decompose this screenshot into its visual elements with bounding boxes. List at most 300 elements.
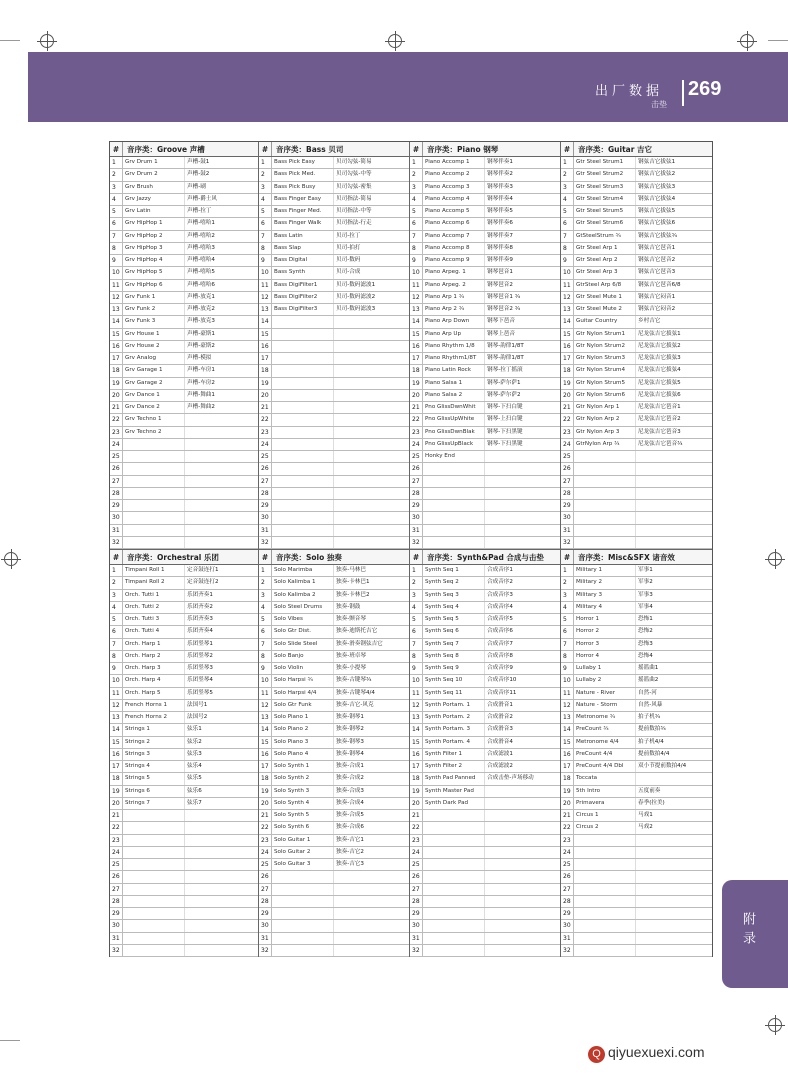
pattern-name-zh: 弦乐6 [187,787,202,794]
row-number: 11 [110,688,123,699]
pattern-name-en: Solo Slide Steel [272,639,334,650]
pattern-name-en: Piano Arp Up [423,329,485,340]
pattern-name-zh: 钢琴下琶音 [487,318,515,325]
table-row [410,243,560,255]
row-number: 14 [410,724,423,735]
pattern-name-zh [185,933,258,944]
row-number: 21 [259,810,272,821]
table-row [110,255,258,267]
table-row [410,402,560,414]
pattern-name-zh [334,488,409,499]
pattern-name-zh: 提前数拍4/4 [638,750,670,757]
row-number: 23 [561,427,574,438]
table-row [110,920,258,932]
pattern-name-en: Gtr Steel Mute 1 [574,292,636,303]
pattern-name-zh: 军事4 [638,603,653,610]
pattern-name-en: GtrNylon Arp ¾ [574,439,636,450]
table-row [110,663,258,675]
table-row [410,602,560,614]
page-subtitle: 击垫 [651,100,667,109]
pattern-name-en: Gtr Nylon Strum2 [574,341,636,352]
row-number: 9 [410,255,423,266]
row-number: 20 [561,798,574,809]
table-row [259,614,409,626]
row-number: 2 [259,169,272,180]
pattern-name-zh [485,500,560,511]
table-row [259,908,409,920]
pattern-name-zh: 定音鼓连打1 [187,567,219,573]
row-number: 28 [259,488,272,499]
pattern-name-zh: 合成滑音3 [487,726,513,733]
pattern-name-en [574,476,636,487]
pattern-name-en: Grv HipHop 4 [123,255,185,266]
row-number: 24 [561,439,574,450]
pattern-name-en: Synth Pad Panned [423,773,485,784]
row-number: 21 [259,402,272,413]
pattern-name-en [272,353,334,364]
pattern-name-en: Solo Piano 1 [272,712,334,723]
table-row [561,651,712,663]
table-row [561,822,712,834]
registration-mark-icon [4,552,18,566]
row-number: 32 [110,945,123,956]
table-row [259,304,409,316]
table-row [110,378,258,390]
row-number: 5 [561,206,574,217]
table-row [410,724,560,736]
pattern-name-en: Nature - Storm [574,700,636,711]
crop-mark [0,1040,20,1041]
pattern-name-zh: 独奏-合成4 [336,799,364,806]
pattern-name-zh: 乡村吉它 [638,318,661,325]
pattern-name-zh [636,512,712,523]
pattern-name-zh: 独奏-班卓琴 [336,652,366,659]
pattern-name-en: Strings 2 [123,737,185,748]
pattern-name-zh: 独奏-小提琴 [336,665,366,671]
row-number: 19 [561,378,574,389]
pattern-name-en: Grv Drum 2 [123,169,185,180]
table-row [259,602,409,614]
pattern-name-zh [485,835,560,846]
table-row [259,639,409,651]
row-number: 21 [561,402,574,413]
row-number: 26 [259,871,272,882]
pattern-name-en: Gtr Nylon Strum1 [574,329,636,340]
table-row [561,602,712,614]
row-number: 25 [259,859,272,870]
pattern-name-en: Grv Dance 2 [123,402,185,413]
table-row [561,614,712,626]
row-number: 20 [110,390,123,401]
pattern-name-zh [185,884,258,895]
pattern-name-en: Piano Accomp 9 [423,255,485,266]
pattern-name-en [123,537,185,548]
pattern-name-zh [185,871,258,882]
pattern-name-zh [485,476,560,487]
pattern-name-zh: 钢琴伴奏9 [487,257,513,263]
pattern-name-zh: 独奏-合成2 [336,775,364,782]
pattern-name-en [123,476,185,487]
row-number: 1 [410,565,423,576]
pattern-name-zh [185,537,258,548]
pattern-name-en: PreCount 4/4 Dbl [574,761,636,772]
pattern-name-en: Metronome ¾ [574,712,636,723]
table-row [259,537,409,549]
panel-header [259,142,409,157]
pattern-name-zh: 钢琴伴奏2 [487,171,513,178]
pattern-name-en [423,810,485,821]
pattern-name-en: Timpani Roll 2 [123,577,185,588]
pattern-name-en: Orch. Harp 2 [123,651,185,662]
column-header-number: # [410,142,423,156]
table-row [259,218,409,230]
pattern-name-en: Orch. Tutti 4 [123,626,185,637]
pattern-name-en: Bass Finger Walk [272,218,334,229]
row-number: 1 [561,565,574,576]
pattern-name-zh [485,537,560,548]
pattern-name-zh [185,439,258,450]
pattern-name-en: Strings 5 [123,773,185,784]
pattern-name-zh: 贝司指法-简易 [336,195,372,202]
pattern-name-en [574,896,636,907]
table-row [561,267,712,279]
row-number: 24 [110,847,123,858]
row-number: 4 [410,602,423,613]
pattern-name-zh: 乐团齐奏2 [187,603,213,610]
pattern-name-zh: 乐团齐奏4 [187,628,213,635]
pattern-name-zh: 春季(拉美) [638,799,665,806]
table-row [561,773,712,785]
pattern-name-en: Primavera [574,798,636,809]
row-number: 27 [110,476,123,487]
pattern-name-zh: 弦乐1 [187,726,202,733]
row-number: 11 [410,688,423,699]
row-number: 23 [110,427,123,438]
pattern-name-zh [334,341,409,352]
row-number: 9 [410,663,423,674]
row-number: 22 [259,822,272,833]
pattern-name-zh: 定音鼓连打2 [187,579,219,586]
table-row [259,353,409,365]
row-number: 29 [410,500,423,511]
row-number: 4 [259,194,272,205]
pattern-name-zh [485,847,560,858]
pattern-name-zh: 合成滑音4 [487,738,513,745]
table-row [259,920,409,932]
row-number: 21 [110,810,123,821]
pattern-name-en [123,896,185,907]
row-number: 12 [110,700,123,711]
table-row [259,390,409,402]
pattern-name-en: Grv Funk 2 [123,304,185,315]
row-number: 6 [410,218,423,229]
pattern-name-en: Timpani Roll 1 [123,565,185,576]
row-number: 25 [410,451,423,462]
pattern-name-en: Grv Garage 1 [123,365,185,376]
row-number: 1 [110,157,123,168]
pattern-name-en: Gtr Nylon Arp 3 [574,427,636,438]
table-row [259,798,409,810]
pattern-name-en [272,402,334,413]
table-row [410,688,560,700]
row-number: 18 [410,365,423,376]
pattern-name-zh: 钢弦吉它琶音2 [638,257,676,263]
table-row [561,675,712,687]
pattern-name-en: Bass DigiFilter3 [272,304,334,315]
pattern-name-zh: 钢琴伴奏4 [487,195,513,202]
pattern-name-en: Grv House 1 [123,329,185,340]
column-header-number: # [561,550,574,564]
row-number: 12 [561,292,574,303]
pattern-name-zh [185,896,258,907]
row-number: 4 [561,194,574,205]
pattern-name-zh: 拍子机4/4 [638,738,664,745]
table-row [561,761,712,773]
pattern-name-en: Solo Steel Drums [272,602,334,613]
pattern-name-en [272,884,334,895]
pattern-name-en: Circus 1 [574,810,636,821]
table-row [410,280,560,292]
pattern-name-zh [334,390,409,401]
row-number: 16 [410,341,423,352]
table-row [110,847,258,859]
row-number: 31 [259,525,272,536]
pattern-name-en: Solo Harpsi ¾ [272,675,334,686]
table-row [110,500,258,512]
table-row [561,537,712,549]
pattern-name-en: Metronome 4/4 [574,737,636,748]
table-row [410,639,560,651]
pattern-name-en: Bass Pick Easy [272,157,334,168]
row-number: 11 [561,280,574,291]
pattern-name-zh: 贝司勾弦-密集 [336,183,372,190]
row-number: 15 [110,329,123,340]
row-number: 7 [410,231,423,242]
pattern-name-en [123,525,185,536]
pattern-name-zh [185,500,258,511]
pattern-name-en [272,439,334,450]
pattern-name-en: Synth Filter 1 [423,749,485,760]
row-number: 8 [110,651,123,662]
row-number: 12 [410,700,423,711]
pattern-name-en [574,920,636,931]
page-title: 出厂数据 [595,84,664,99]
row-number: 16 [561,749,574,760]
pattern-name-zh [636,525,712,536]
pattern-name-en [123,810,185,821]
pattern-name-zh: 独奏-吉它3 [336,861,364,867]
pattern-name-zh: 声槽-模拟 [187,355,212,361]
row-number: 8 [110,243,123,254]
row-number: 27 [110,884,123,895]
row-number: 26 [561,463,574,474]
pattern-name-zh: 弦乐4 [187,763,202,769]
table-row [110,537,258,549]
pattern-name-en: Piano Rhythm1/8T [423,353,485,364]
pattern-name-en: Lullaby 1 [574,663,636,674]
table-row [110,651,258,663]
pattern-name-zh: 钢弦吉它拔弦5 [638,208,676,214]
table-row [561,920,712,932]
pattern-name-zh [636,451,712,462]
table-row [561,737,712,749]
pattern-name-zh: 钢琴伴奏8 [487,244,513,251]
row-number: 21 [410,810,423,821]
pattern-name-en [272,414,334,425]
pattern-name-en [272,463,334,474]
pattern-name-en [574,537,636,548]
row-number: 13 [259,712,272,723]
pattern-name-zh: 乐团齐奏3 [187,616,213,622]
pattern-name-en: Circus 2 [574,822,636,833]
pattern-name-zh [185,525,258,536]
table-row [410,565,560,577]
pattern-name-en: Solo Synth 2 [272,773,334,784]
table-row [259,206,409,218]
pattern-name-en [272,378,334,389]
row-number: 22 [110,822,123,833]
pattern-name-en: Grv HipHop 3 [123,243,185,254]
row-number: 23 [410,835,423,846]
pattern-name-zh [334,537,409,548]
table-row [561,749,712,761]
pattern-name-en: Gtr Steel Arp 1 [574,243,636,254]
table-row [561,835,712,847]
pattern-name-en: Gtr Nylon Strum5 [574,378,636,389]
pattern-name-zh [185,810,258,821]
pattern-name-zh: 钢弦吉它琶音3 [638,269,676,276]
pattern-name-en [423,908,485,919]
pattern-name-zh [334,378,409,389]
table-row [561,884,712,896]
pattern-name-en [423,847,485,858]
table-row [410,525,560,537]
row-number: 17 [259,761,272,772]
panel-header [110,142,258,157]
pattern-name-en: Piano Arp Down [423,316,485,327]
pattern-name-zh: 合成滑音2 [487,714,513,720]
pattern-name-en: Military 2 [574,577,636,588]
pattern-name-en: Piano Accomp 7 [423,231,485,242]
row-number: 27 [259,884,272,895]
row-number: 6 [110,626,123,637]
table-row [110,427,258,439]
row-number: 12 [110,292,123,303]
pattern-name-en: Grv Brush [123,182,185,193]
pattern-name-zh [185,920,258,931]
table-row [561,304,712,316]
pattern-name-en: Grv House 2 [123,341,185,352]
row-number: 7 [259,639,272,650]
row-number: 7 [561,231,574,242]
table-row [410,169,560,181]
row-number: 23 [110,835,123,846]
table-row [259,488,409,500]
row-number: 31 [259,933,272,944]
pattern-name-zh: 独奏-钢鼓 [336,603,361,610]
row-number: 18 [561,773,574,784]
site-logo[interactable] [588,1044,705,1063]
table-row [259,810,409,822]
row-number: 1 [110,565,123,576]
pattern-name-en: Synth Portam. 1 [423,700,485,711]
row-number: 29 [410,908,423,919]
table-row [410,390,560,402]
row-number: 18 [110,773,123,784]
table-row [110,626,258,638]
pattern-name-en: Solo Violin [272,663,334,674]
pattern-name-zh [185,835,258,846]
pattern-name-zh: 恐怖4 [638,652,653,659]
row-number: 28 [561,896,574,907]
table-row [410,267,560,279]
pattern-name-en: Solo Banjo [272,651,334,662]
table-row [110,304,258,316]
pattern-name-zh: 乐团竖琴3 [187,665,213,671]
table-row [561,206,712,218]
pattern-name-zh [334,933,409,944]
row-number: 20 [259,390,272,401]
table-row [259,688,409,700]
row-number: 24 [259,847,272,858]
row-number: 22 [561,414,574,425]
row-number: 5 [410,614,423,625]
pattern-name-en: Military 4 [574,602,636,613]
pattern-name-zh: 声槽-豪斯1 [187,330,215,337]
pattern-name-en [423,525,485,536]
table-row [259,292,409,304]
table-row [110,365,258,377]
row-number: 3 [110,182,123,193]
row-number: 13 [410,712,423,723]
row-number: 12 [259,292,272,303]
pattern-name-zh [485,512,560,523]
row-number: 5 [561,614,574,625]
row-number: 30 [259,512,272,523]
row-number: 30 [410,920,423,931]
pattern-name-en: Grv Dance 1 [123,390,185,401]
table-row [561,463,712,475]
row-number: 1 [259,157,272,168]
row-number: 2 [561,577,574,588]
pattern-name-zh: 钢琴-韵律1/8T [487,342,524,349]
pattern-name-zh: 尼龙弦吉它琶音¾ [638,440,683,447]
row-number: 8 [561,651,574,662]
category-panel [410,549,561,957]
pattern-name-en: Piano Arp 1 ¾ [423,292,485,303]
registration-mark-icon [768,1018,782,1032]
table-row [110,810,258,822]
pattern-name-zh: 尼龙弦吉它拔弦6 [638,391,681,398]
table-row [561,525,712,537]
pattern-name-en: Piano Accomp 5 [423,206,485,217]
pattern-name-zh: 钢弦吉它拔弦¾ [638,232,677,239]
pattern-name-en: Honky End [423,451,485,462]
category-panel [110,549,259,957]
pattern-name-en: Piano Arpeg. 2 [423,280,485,291]
row-number: 23 [259,427,272,438]
row-number: 22 [410,822,423,833]
column-header-number: # [561,142,574,156]
pattern-name-en: Bass Latin [272,231,334,242]
header-divider [682,80,684,106]
pattern-name-zh: 钢弦吉它闷音2 [638,306,676,312]
pattern-name-en: Solo Guitar 1 [272,835,334,846]
pattern-name-zh: 拍子机¾ [638,714,661,720]
table-row [110,169,258,181]
pattern-name-en [123,835,185,846]
pattern-name-zh: 合成音序11 [487,689,517,696]
